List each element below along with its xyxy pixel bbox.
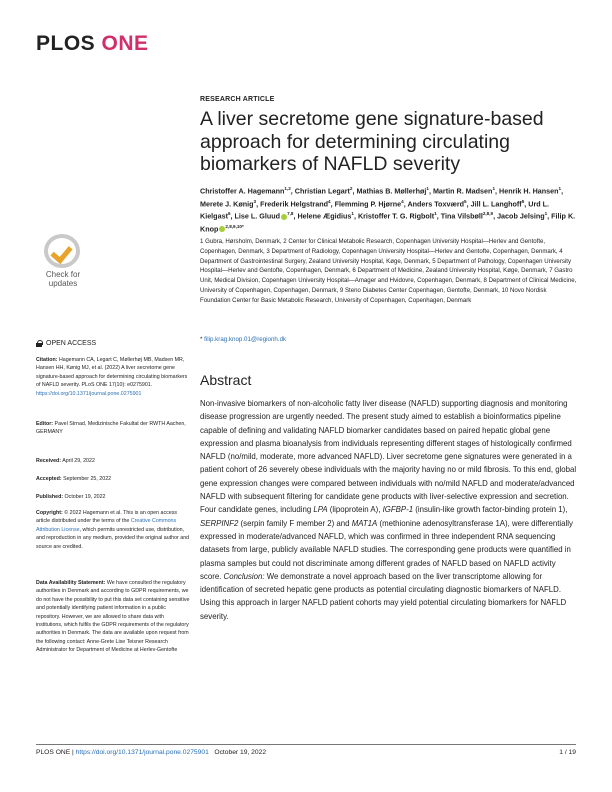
author-affiliation-marker: 1,2 (284, 186, 291, 191)
copyright-text: © 2022 Hagemann et al. This is an open access article distributed under the terms of the (36, 510, 178, 525)
email-link[interactable]: filip.krag.knop.01@regionh.dk (204, 336, 287, 343)
page-number: 1 / 19 (559, 749, 576, 756)
check-for-updates-button[interactable] (34, 234, 92, 292)
affiliations: 1 Gubra, Hørsholm, Denmark, 2 Center for Clinical Metabolic Research, Copenhagen University Hospital—Herlev and Gentofte, Copenhagen, Denmark, 3 Department of Radiology, Copenhagen University Hospital—Herlev and Gentofte, Copenhagen, Denmark, 4 Department of Gastrointestinal Surgery, Zealand University Hospital, Køge, Denmark, 5 Department of Pathology, Copenhagen University Hospital—Herlev and Gentofte, Copenhagen, Denmark, 6 Department of Medicine, Zealand University Hospital, Køge, Denmark, 7 Gastro Unit, Medical Division, Copenhagen University Hospital—Amager and Hvidovre, Copenhagen, Denmark, 8 Department of Clinical Medicine, University of Copenhagen, Copenhagen, Denmark, 9 Steno Diabetes Center Copenhagen, Gentofte, Denmark, 10 Novo Nordisk Foundation Center for Basic Metabolic Research, University of Copenhagen, Copenhagen, Denmark (200, 238, 577, 304)
gene-lpa: LPA (313, 505, 328, 515)
accepted-block (36, 475, 190, 483)
logo-one: ONE (101, 32, 149, 55)
author-name: Flemming P. Hjørne (334, 198, 402, 208)
editor-label: Editor: (36, 421, 54, 427)
accepted-label: Accepted: (36, 476, 62, 482)
author-name: Merete J. Kønig (200, 198, 254, 208)
gene-mat1a: MAT1A (351, 518, 378, 528)
footer-separator: | (70, 749, 76, 756)
logo-plos: PLOS (36, 32, 96, 55)
cc-license-link[interactable]: Creative Commons Attribution License (36, 518, 177, 533)
author-name: Mathias B. Møllerhøj (356, 186, 427, 196)
open-access-label: OPEN ACCESS (46, 340, 97, 347)
published-label: Published: (36, 494, 64, 500)
received-block (36, 457, 190, 465)
author-name: Lise L. Gluud (234, 211, 281, 221)
article-type: RESEARCH ARTICLE (200, 96, 275, 103)
copyright-label: Copyright: (36, 510, 63, 516)
author-affiliation-marker: 1 (351, 211, 354, 217)
author-affiliation-marker: 1 (434, 211, 437, 217)
abstract-text: (serpin family F member 2) and (238, 518, 352, 528)
author-name: Christoffer A. Hagemann (200, 186, 285, 196)
footer-date: October 19, 2022 (214, 749, 267, 756)
author-name: Henrik H. Hansen (499, 186, 559, 196)
open-access-badge (36, 340, 96, 347)
abstract-text: (insulin-like growth factor-binding protein 1), (413, 505, 568, 515)
author-name: Frederik Helgstrand (260, 198, 328, 208)
author-affiliation-marker: 4 (401, 198, 404, 204)
abstract-heading: Abstract (200, 372, 252, 388)
author-affiliation-marker: 2,8,9 (482, 211, 494, 217)
abstract-text: Non-invasive biomarkers of non-alcoholic fatty liver disease (NAFLD) supporting diagnosis and monitoring disease progression are urgently needed. The present study aimed to establish a bioinformatics pipeline capable of defining and validating NAFLD biomarker candidates based on paired hepatic global gene expression and plasma bioanalysis from individuals representing different stages of histologically confirmed NAFLD (no/mild, moderate, more advanced NAFLD). Liver secretome gene signatures were generated in a patient cohort of 26 severely obese individuals with the majority having no or mild fibrosis. To this end, global gene expression changes were compared between individuals with no/mild NAFLD and moderate/advanced NAFLD with subsequent filtering for candidate gene products with liver-selective expression and secretion. Four candidate genes, including (200, 399, 577, 515)
corresponding-email (200, 336, 286, 343)
author-name: Jacob Jelsing (497, 211, 545, 221)
check-line-1: Check for (45, 270, 81, 279)
author-affiliation-marker: 1 (558, 186, 562, 191)
plos-one-logo (36, 32, 149, 56)
author-affiliation-marker: 7,8 (287, 211, 294, 217)
abstract-text: We demonstrate a novel approach based on the liver transcriptome allowing for identification of secreted hepatic gene products as potential circulating diagnostic biomarkers of NAFLD. Using this approach in larger NAFLD patient cohorts may yield potential circulating biomarkers for NAFLD severity. (200, 571, 567, 621)
abstract-body (200, 397, 578, 623)
author-affiliation-marker: 6 (227, 211, 231, 217)
author-name: Helene Ægidius (297, 211, 352, 221)
gene-igfbp1: IGFBP-1 (382, 505, 414, 515)
published-block (36, 493, 190, 501)
editor-block (36, 420, 190, 437)
author-name: Tina Vilsbøll (440, 211, 483, 221)
author-affiliation-marker: 2,8,9,10* (225, 223, 244, 229)
author-affiliation-marker: 1 (544, 211, 548, 217)
abstract-text: (methionine adenosyltransferase 1A), were differentially expressed in moderate/advanced NAFLD, which was confirmed in three independent RNA sequencing datasets from large, publicly available NAFLD studies. The corresponding gene products were quantified in plasma samples but could not discriminate among different grades of NAFLD based on NAFLD activity score. (200, 518, 573, 581)
received-label: Received: (36, 458, 62, 464)
citation-doi-link[interactable]: https://doi.org/10.1371/journal.pone.0275901 (36, 390, 142, 397)
data-availability-block (36, 579, 190, 655)
abstract-text: (lipoprotein A), (327, 505, 383, 515)
check-for-updates-label (34, 270, 92, 288)
author-affiliation-marker: 5 (464, 198, 467, 204)
article-title: A liver secretome gene signature-based approach for determining circulating biomarkers of NAFLD severity (200, 108, 544, 175)
citation-block (36, 356, 190, 398)
published-date: October 19, 2022 (63, 494, 106, 500)
copyright-block (36, 509, 190, 551)
footer-journal: PLOS ONE (36, 749, 71, 756)
conclusion-label: Conclusion: (223, 571, 265, 581)
author-affiliation-marker: 1 (492, 186, 496, 191)
page-footer (36, 749, 576, 756)
citation-label: Citation: (36, 357, 58, 363)
author-name: Anders Toxværd (407, 198, 465, 208)
author-name: Martin R. Madsen (432, 186, 493, 196)
author-affiliation-marker: 5 (521, 198, 525, 204)
author-affiliation-marker: 2 (349, 186, 353, 191)
open-lock-icon (36, 340, 42, 347)
gene-serpinf2: SERPINF2 (200, 518, 239, 528)
data-availability-label: Data Availability Statement: (36, 580, 106, 586)
checkmark-icon (44, 234, 80, 268)
citation-text: Hagemann CA, Legart C, Møllerhøj MB, Madsen MR, Hansen HH, Kønig MJ, et al. (2022) A liver secretome gene signature-based approach for determining circulating biomarkers of NAFLD severity. PLoS ONE 17(10): e0275901. (36, 357, 188, 389)
footer-divider (36, 744, 576, 745)
footer-doi-link[interactable]: https://doi.org/10.1371/journal.pone.0275901 (75, 749, 209, 756)
author-name: Christian Legart (294, 186, 350, 196)
data-availability-text: We have consulted the regulatory authorities in Denmark and according to GDPR requirements, we do not have the possibility to put this data set containing sensitive and potentially identifying patient information in a public repository. However, we are allowed to share data with institutions, which fulfils the GDPR requirements of the regulatory authorities in Denmark. The data are available upon request from the following contact: Anne-Grete Lise Teisner Research Administrator for Department of Medicine at Herlev-Gentofte (36, 580, 190, 654)
email-marker: * (200, 336, 203, 343)
author-affiliation-marker: 3 (253, 198, 257, 204)
author-name: Urd L. Kielgast (200, 198, 550, 221)
received-date: April 29, 2022 (61, 458, 95, 464)
accepted-date: September 25, 2022 (61, 476, 112, 482)
check-line-2: updates (48, 279, 78, 288)
editor-text: Pavel Strnad, Medizinische Fakultat der RWTH Aachen, GERMANY (36, 421, 186, 436)
copyright-text-end: , which permits unrestricted use, distribution, and reproduction in any medium, provided the original author and source are credited. (36, 526, 190, 550)
author-name: Kristoffer T. G. Rigbolt (357, 211, 435, 221)
author-list: Christoffer A. Hagemann$^{1,2}$, Christian Legart$^2$, Mathias B. Møllerhøj$^1$, Martin R. Madsen$^1$, Henrik H. Hansen$^1$, Merete J. Kønig$^3$, Frederik Helgstrand$^4$, Flemming P. Hjørne$^4$, Anders Toxværd$^5$, Jill L. Langhoff$^5$, Urd L. Kielgast$^6$, Lise L. Gluud $^{7,8}$, Helene Ægidius$^1$, Kristoffer T. G. Rigbolt$^1$, Tina Vilsbøll$^{2,8,9}$, Jacob Jelsing$^1$, Filip K. Knop $^{2,8,9,10*}$ (200, 186, 576, 234)
author-name: Filip K. Knop (200, 211, 576, 234)
author-name: Jill L. Langhoff (470, 198, 522, 208)
author-affiliation-marker: 4 (328, 198, 331, 204)
author-affiliation-marker: 1 (426, 186, 429, 191)
